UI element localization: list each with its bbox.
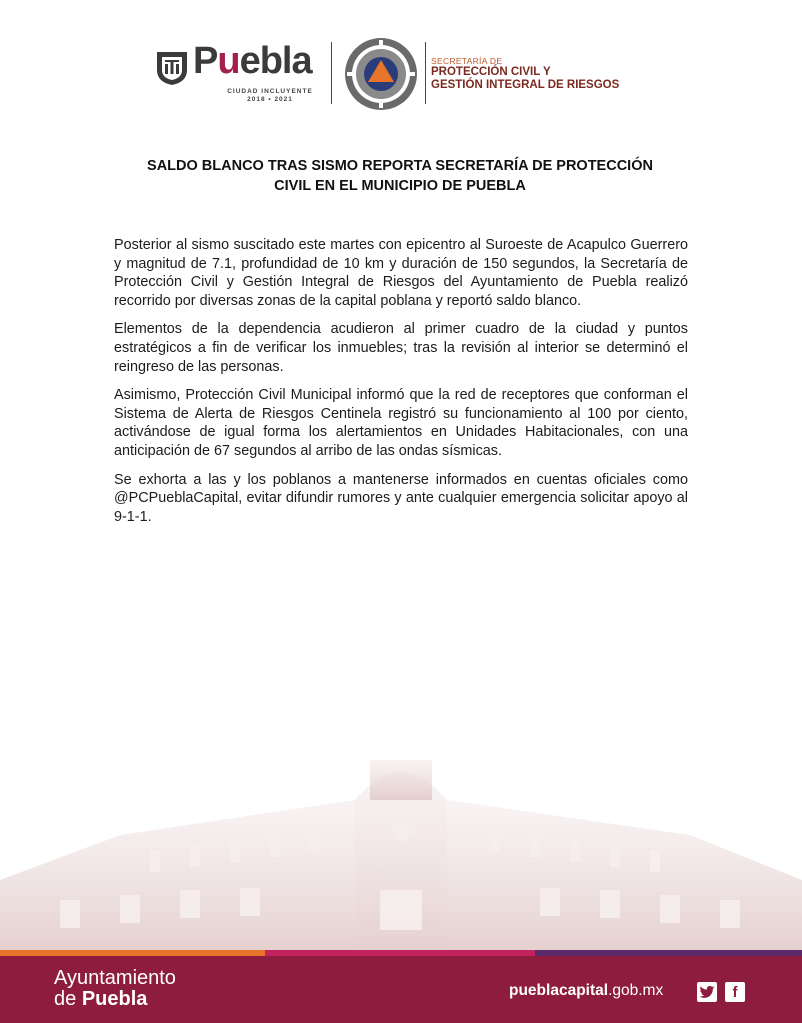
twitter-icon[interactable]: [697, 982, 717, 1002]
website-link[interactable]: pueblacapital.gob.mx: [509, 982, 664, 999]
paragraph: Se exhorta a las y los poblanos a mantenerse informados en cuentas oficiales como @PCPueblaCapital, evitar difundir rumores y ante cualquier emergencia solicitar apoyo al 9-1-1.: [114, 471, 688, 525]
palacio-municipal-watermark: [0, 740, 802, 952]
footer-bar: [0, 956, 802, 1023]
press-release-title: SALDO BLANCO TRAS SISMO REPORTA SECRETARÍA DE PROTECCIÓN CIVIL EN EL MUNICIPIO DE PUEBLA: [147, 158, 653, 194]
paragraph: Elementos de la dependencia acudieron al primer cuadro de la ciudad y puntos estratégicos a fin de verificar los inmuebles; tras la revisión al interior se determinó el reingreso de las personas.: [114, 321, 688, 375]
facebook-icon[interactable]: f: [725, 982, 745, 1002]
puebla-logo: [155, 40, 327, 106]
proteccion-civil-seal-icon: [343, 36, 419, 112]
ayuntamiento-label: Ayuntamiento de Puebla: [54, 967, 176, 1010]
secretaria-label: SECRETARÍA DE PROTECCIÓN CIVIL Y GESTIÓN INTEGRAL DE RIESGOS: [431, 56, 620, 91]
header-logos: [155, 36, 655, 116]
paragraph: Asimismo, Protección Civil Municipal informó que la red de receptores que conforman el Sistema de Alerta de Riesgos Centinela registró su funcionamiento al 100 por ciento, activándose de igual forma los alertamientos en Unidades Habitacionales, con una anticipación de 67 segundos al arribo de las ondas sísmicas.: [114, 387, 688, 459]
logo-tagline: CIUDAD INCLUYENTE 2018 • 2021: [227, 88, 313, 103]
puebla-wordmark: Puebla: [193, 40, 312, 82]
seal-divider: [425, 42, 426, 104]
shield-icon: [155, 48, 189, 86]
press-release-body: [114, 236, 688, 536]
paragraph: Posterior al sismo suscitado este martes con epicentro al Suroeste de Acapulco Guerrero y magnitud de 7.1, profundidad de 10 km y duración de 150 segundos, la Secretaría de Protección Civil y Gestión Integral de Riesgos del Ayuntamiento de Puebla realizó recorrido por diversas zonas de la capital poblana y reportó saldo blanco.: [114, 237, 688, 309]
logo-divider: [331, 42, 332, 104]
